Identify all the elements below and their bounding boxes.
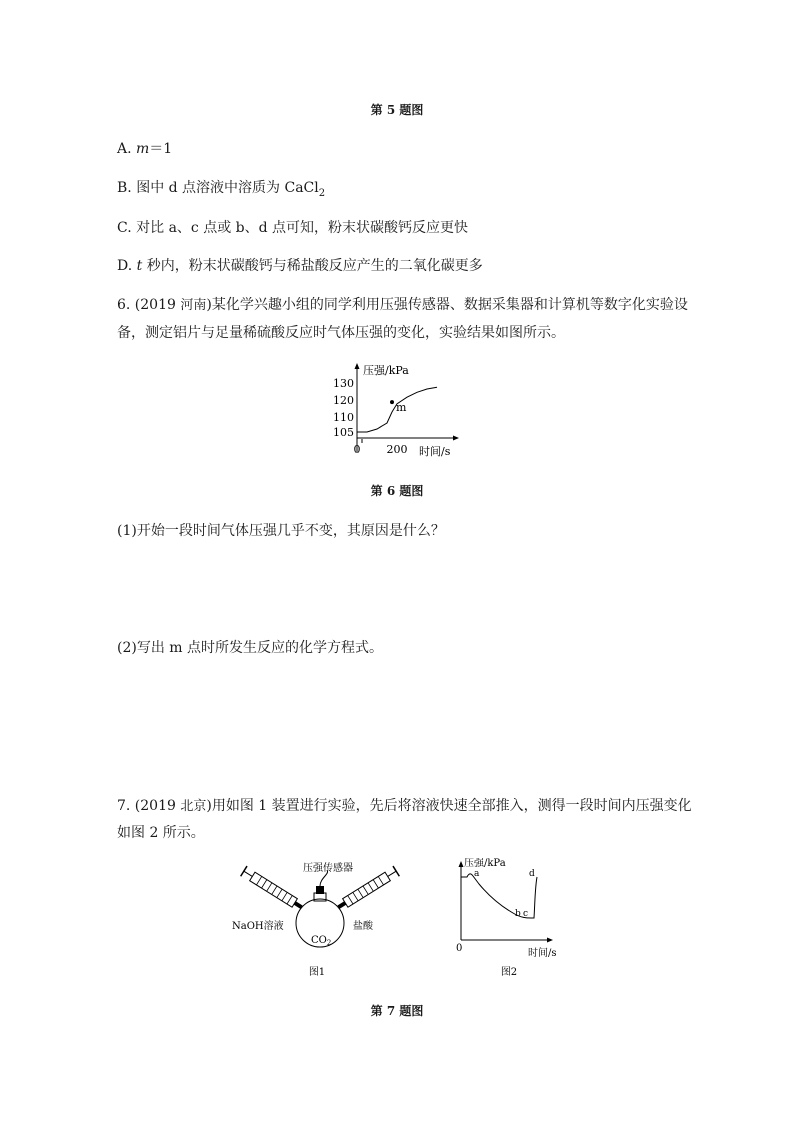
option-5b-text: B. 图中 d 点溶液中溶质为 CaCl bbox=[117, 180, 319, 196]
option-5d-prefix: D. bbox=[117, 258, 137, 274]
option-5b bbox=[117, 178, 325, 204]
question-6-line2: 备，测定铝片与足量稀硫酸反应时气体压强的变化，实验结果如图所示。 bbox=[117, 325, 565, 341]
right-syringe-handle bbox=[393, 866, 399, 876]
option-5a-rest: ＝1 bbox=[149, 141, 173, 157]
fig2-ylabel: 压强/kPa bbox=[464, 858, 506, 869]
option-5c: C. 对比 a、c 点或 b、d 点可知，粉末状碳酸钙反应更快 bbox=[117, 220, 469, 236]
question-6-sub1: (1)开始一段时间气体压强几乎不变，其原因是什么？ bbox=[117, 523, 445, 539]
right-syringe-graduations bbox=[348, 876, 384, 904]
figure-6-chart bbox=[325, 360, 465, 460]
fig2-point-d: d bbox=[529, 869, 535, 879]
left-syringe-graduations bbox=[256, 876, 292, 904]
question-7-number: 7. (2019 bbox=[117, 798, 181, 814]
chart-xlabel: 时间/s bbox=[419, 445, 451, 458]
option-5d bbox=[117, 256, 483, 276]
option-5d-variable: t bbox=[136, 258, 143, 274]
question-6-number: 6. (2019 bbox=[117, 297, 181, 313]
co2-subscript: 2 bbox=[326, 939, 332, 947]
question-7-line2: 如图 2 所示。 bbox=[117, 825, 205, 841]
sensor-stopper bbox=[316, 886, 324, 894]
question-6-stem: )某化学兴趣小组的同学利用压强传感器、数据采集器和计算机等数字化实验设 bbox=[206, 297, 688, 313]
pressure-chart-figure-2 bbox=[456, 858, 557, 978]
option-5a bbox=[117, 139, 172, 159]
figure-7-caption: 第 7 题图 bbox=[370, 1004, 424, 1018]
fig2-y-axis-arrow bbox=[459, 861, 464, 867]
fig2-origin: 0 bbox=[456, 943, 463, 954]
fig2-point-b: b bbox=[515, 909, 521, 919]
question-7-stem: )用如图 1 装置进行实验，先后将溶液快速全部推入，测得一段时间内压强变化 bbox=[206, 798, 692, 814]
naoh-label: NaOH溶液 bbox=[232, 921, 284, 932]
left-syringe bbox=[241, 866, 305, 912]
left-syringe-handle bbox=[241, 866, 247, 876]
y-tick-120: 120 bbox=[333, 394, 354, 407]
fig2-point-c: c bbox=[523, 909, 529, 919]
question-7-line1 bbox=[117, 796, 692, 817]
figure-2-label: 图2 bbox=[500, 967, 518, 978]
option-5d-rest: 秒内，粉末状碳酸钙与稀盐酸反应产生的二氧化碳更多 bbox=[142, 258, 483, 274]
y-tick-130: 130 bbox=[333, 377, 354, 390]
right-syringe-plunger bbox=[388, 871, 396, 876]
option-5b-subscript: 2 bbox=[318, 187, 326, 199]
y-axis-arrow bbox=[355, 363, 360, 369]
figure-5-caption: 第 5 题图 bbox=[370, 103, 424, 117]
point-m-label: m bbox=[396, 401, 407, 415]
figure-6-caption: 第 6 题图 bbox=[370, 484, 424, 498]
fig2-xlabel: 时间/s bbox=[528, 948, 557, 959]
figure-1-label: 图1 bbox=[308, 967, 326, 978]
chart-ylabel: 压强/kPa bbox=[363, 364, 409, 377]
right-syringe-barrel bbox=[343, 872, 391, 907]
left-syringe-plunger bbox=[244, 871, 252, 876]
question-6-source: 河南 bbox=[180, 298, 207, 313]
fig2-x-axis-arrow bbox=[547, 938, 553, 943]
y-tick-110: 110 bbox=[333, 411, 354, 424]
x-tick-200: 200 bbox=[386, 443, 408, 456]
option-5a-variable: m bbox=[136, 141, 150, 157]
point-m-marker bbox=[390, 400, 394, 404]
x-tick-0: 0 bbox=[353, 443, 361, 456]
co2-label bbox=[311, 935, 331, 947]
option-5a-prefix: A. bbox=[117, 141, 137, 157]
figure-7 bbox=[225, 858, 585, 983]
co2-label-text: CO bbox=[311, 935, 327, 946]
apparatus-figure-1 bbox=[232, 861, 399, 978]
sensor-label: 压强传感器 bbox=[303, 863, 353, 874]
fig2-point-a: a bbox=[474, 869, 480, 879]
question-6-line1 bbox=[117, 295, 688, 316]
y-tick-105: 105 bbox=[333, 426, 354, 439]
left-syringe-barrel bbox=[250, 872, 298, 907]
question-7-source: 北京 bbox=[180, 799, 207, 814]
x-axis-arrow bbox=[453, 436, 459, 441]
acid-label: 盐酸 bbox=[353, 921, 373, 932]
question-6-sub2: (2)写出 m 点时所发生反应的化学方程式。 bbox=[117, 640, 384, 656]
